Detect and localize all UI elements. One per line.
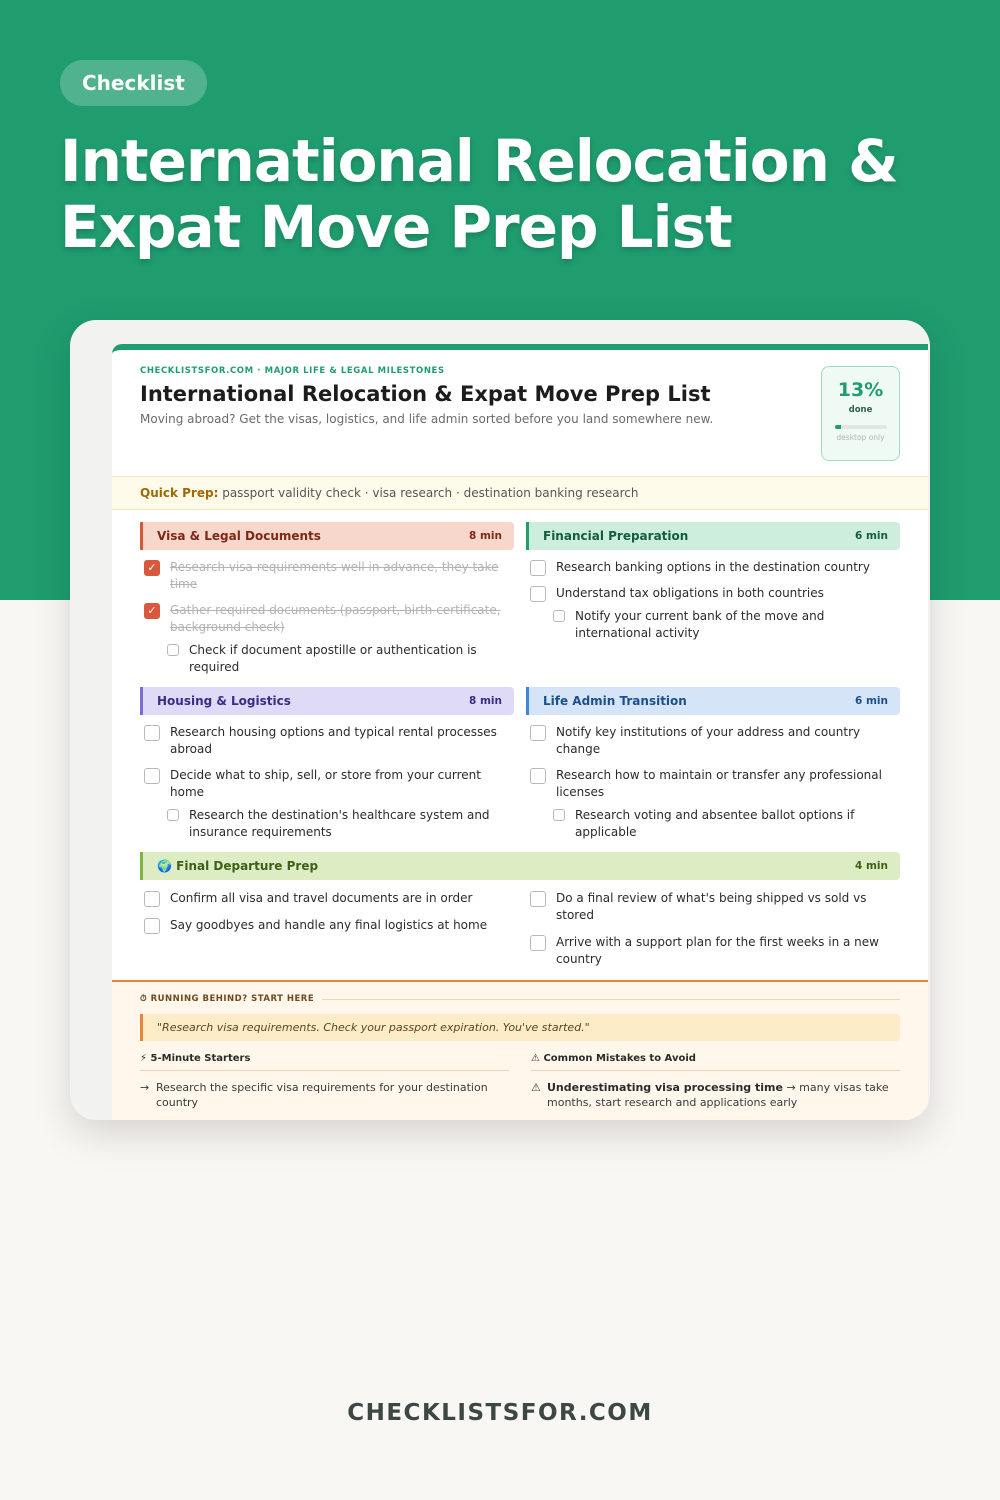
checklist-item-text: Notify your current bank of the move and international activity [575, 609, 825, 640]
section-title: Housing & Logistics [157, 694, 291, 708]
footer-brand: CHECKLISTSFOR.COM [347, 1400, 653, 1426]
checkbox[interactable] [530, 768, 546, 784]
checklist-badge: Checklist [60, 60, 207, 106]
quick-prep-bar [112, 476, 928, 510]
hero-title-line-1: International Relocation & [60, 127, 898, 195]
progress-done-label: done [848, 405, 873, 415]
final-items-grid [140, 880, 900, 968]
checklist-item[interactable] [140, 890, 514, 907]
checklist-item[interactable] [526, 934, 900, 968]
brand-category-line: CHECKLISTSFOR.COM · MAJOR LIFE & LEGAL MILESTONES [140, 366, 445, 376]
section-title: Life Admin Transition [543, 694, 687, 708]
final-title: Final Departure Prep [176, 859, 319, 873]
starters-heading [140, 1053, 509, 1071]
sections-area [112, 510, 928, 980]
checklist-item-text: Research visa requirements well in advance, they take time [170, 560, 499, 591]
running-behind-panel [112, 980, 928, 1120]
mistake-rest: → many visas take months, start research and applications early [547, 1081, 889, 1109]
checkbox[interactable] [144, 918, 160, 934]
checklist-item[interactable] [526, 724, 900, 758]
checkbox[interactable] [530, 935, 546, 951]
section-time: 4 min [855, 860, 888, 872]
checkbox[interactable] [553, 809, 565, 821]
checklist-item-text: Decide what to ship, sell, or store from your current home [170, 768, 481, 799]
checkbox[interactable] [144, 768, 160, 784]
divider [322, 999, 900, 1000]
running-behind-header [140, 994, 900, 1004]
final-items-left [140, 880, 514, 968]
section-time: 6 min [855, 530, 888, 542]
mistake-bold: Underestimating visa processing time [547, 1081, 783, 1094]
document-title: International Relocation & Expat Move Prep List [140, 382, 711, 406]
quick-prep-text: passport validity check · visa research · destination banking research [222, 486, 639, 500]
checklist-item[interactable] [140, 917, 514, 934]
mistakes-column [531, 1053, 900, 1110]
checklist-item[interactable] [526, 767, 900, 801]
progress-track [835, 425, 887, 429]
checkmark-icon: ✓ [147, 604, 157, 617]
checklist-item-text: Say goodbyes and handle any final logistics at home [170, 918, 488, 932]
checklist-item-text: Research banking options in the destination country [556, 560, 870, 574]
hero-title [60, 128, 940, 260]
progress-note: desktop only [836, 433, 885, 442]
document-header [112, 350, 928, 476]
checklist-item[interactable] [140, 767, 514, 801]
arrow-icon: → [140, 1081, 150, 1094]
globe-icon: 🌍 [157, 859, 172, 873]
mistakes-heading [531, 1053, 900, 1071]
quick-prep-label: Quick Prep: [140, 486, 219, 500]
section-time: 8 min [469, 695, 502, 707]
checklist-item-text: Understand tax obligations in both countries [556, 586, 824, 600]
behind-columns [140, 1053, 900, 1110]
sub-checklist-item[interactable] [140, 642, 514, 676]
checkbox[interactable] [167, 644, 179, 656]
checklist-item-text: Do a final review of what's being shipped vs sold vs stored [556, 891, 867, 922]
checklist-section [140, 687, 514, 841]
motivation-quote: "Research visa requirements. Check your passport expiration. You've started." [140, 1014, 900, 1041]
document-subtitle: Moving abroad? Get the visas, logistics, and life admin sorted before you land somewhere new. [140, 412, 714, 426]
checklist-section [526, 522, 900, 642]
section-header[interactable] [526, 687, 900, 715]
checklist-item-text: Gather required documents (passport, birth certificate, background check) [170, 603, 501, 634]
section-time: 8 min [469, 530, 502, 542]
preview-frame [70, 320, 930, 1120]
checkmark-icon: ✓ [147, 561, 157, 574]
starters-title: 5-Minute Starters [150, 1053, 251, 1064]
mistake-text [547, 1080, 900, 1110]
checkbox[interactable] [167, 809, 179, 821]
progress-fill [835, 425, 842, 429]
checkbox[interactable] [530, 891, 546, 907]
section-header[interactable] [526, 522, 900, 550]
sub-checklist-item[interactable] [526, 807, 900, 841]
checklist-item-text: Confirm all visa and travel documents are in order [170, 891, 473, 905]
starters-column [140, 1053, 509, 1110]
checkbox[interactable] [553, 610, 565, 622]
checkbox[interactable] [530, 586, 546, 602]
checkbox[interactable] [530, 725, 546, 741]
mistakes-title: Common Mistakes to Avoid [543, 1053, 696, 1064]
checklist-section [140, 522, 514, 676]
checklist-item-text: Research housing options and typical rental processes abroad [170, 725, 497, 756]
stopwatch-icon: ⏱ [140, 994, 148, 1004]
section-header[interactable] [140, 687, 514, 715]
checklist-item[interactable] [526, 585, 900, 602]
starter-item [140, 1080, 509, 1110]
checklist-item-text: Research how to maintain or transfer any professional licenses [556, 768, 882, 799]
progress-card [821, 366, 900, 461]
checked-checkbox[interactable] [144, 603, 160, 619]
section-header-final-departure[interactable] [140, 852, 900, 880]
checklist-item-text: Notify key institutions of your address and country change [556, 725, 861, 756]
starter-text: Research the specific visa requirements for your destination country [156, 1081, 488, 1109]
checklist-item-text: Research voting and absentee ballot options if applicable [575, 808, 855, 839]
checklist-section [526, 687, 900, 841]
checkbox[interactable] [144, 891, 160, 907]
warning-icon: ⚠ [531, 1053, 540, 1064]
progress-percent: 13% [837, 379, 884, 401]
checklist-item-text: Arrive with a support plan for the first weeks in a new country [556, 935, 879, 966]
hero-title-line-2: Expat Move Prep List [60, 193, 732, 261]
sub-checklist-item[interactable] [526, 608, 900, 642]
checkbox[interactable] [144, 725, 160, 741]
lightning-icon: ⚡ [140, 1053, 148, 1064]
section-title [157, 859, 318, 873]
checklist-item[interactable] [140, 559, 514, 593]
checklist-item[interactable] [140, 724, 514, 758]
checklist-item[interactable] [526, 890, 900, 924]
section-title: Visa & Legal Documents [157, 529, 321, 543]
checklist-item-text: Check if document apostille or authentication is required [189, 643, 477, 674]
mistake-item [531, 1080, 900, 1110]
checklist-item[interactable] [526, 559, 900, 576]
final-departure-section [140, 852, 900, 968]
warning-icon: ⚠ [531, 1081, 541, 1094]
checklist-item-text: Research the destination's healthcare system and insurance requirements [189, 808, 490, 839]
section-header[interactable] [140, 522, 514, 550]
running-behind-heading: RUNNING BEHIND? START HERE [150, 994, 315, 1004]
checked-checkbox[interactable] [144, 560, 160, 576]
final-items-right [526, 880, 900, 968]
checklist-item[interactable] [140, 602, 514, 636]
checklist-document [112, 344, 928, 1120]
checkbox[interactable] [530, 560, 546, 576]
sub-checklist-item[interactable] [140, 807, 514, 841]
section-title: Financial Preparation [543, 529, 689, 543]
section-time: 6 min [855, 695, 888, 707]
